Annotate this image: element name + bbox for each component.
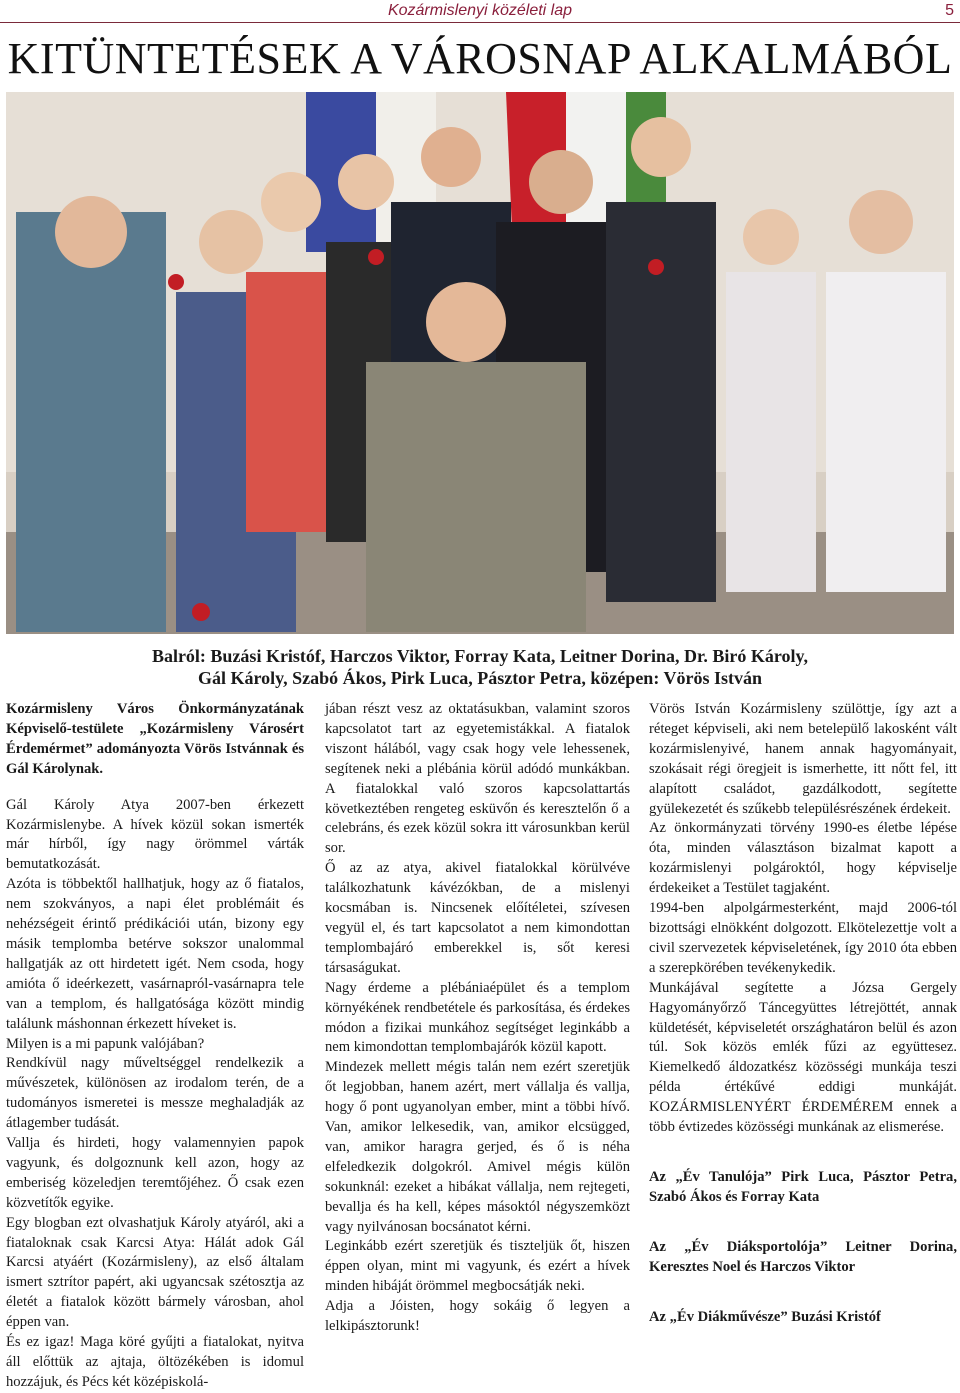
paragraph: Rendkívül nagy műveltséggel rendelkezik a művészetek, különösen az irodalom terén, de a tudományos ismeretei is messze meghaladják az átlagember tudását.: [6, 1055, 304, 1132]
paragraph: jában részt vesz az oktatásukban, valamint szoros kapcsolatot tart az egyetemistákkal. A fiatalok viszont hálából, vagy csak hogy vele lehessenek, segítenek neki a plébánia körül adódó munkákban. A fiatalokkal való szoros kapcsolattartás következtében rengeteg esküvőn és keresztelőn ő a celebráns, és ezek közül sokra itt városunkban kerül sor.: [325, 701, 630, 857]
page-number: 5: [945, 2, 954, 19]
article-column-3: [649, 700, 957, 1327]
paragraph: Milyen is a mi papunk valójában?: [6, 1035, 205, 1052]
paragraph: Egy blogban ezt olvashatjuk Károly atyáról, aki a fiataloknak csak Karcsi Atya: Hálát adok Gál Karcsi atyáért (Kozármisleny), az első általam ismert sztrítor papért, aki ugyancsak szétosztja az életét a fiatalok között bármely városban, ahol éppen van.: [6, 1214, 304, 1331]
page-title: KITÜNTETÉSEK A VÁROSNAP ALKALMÁBÓL: [7, 34, 953, 83]
paragraph: Mindezek mellett mégis talán nem ezért szeretjük őt legjobban, hanem azért, mert vállalja és vallja, hogy ő pont ugyanolyan ember, mint a többi hívő. Van, amikor lelkesedik, van, amikor elcsügged, van, amikor haragra gerjed, és ő is néha elfeledkezik dolgokról. Amivel mégis külön sokunknál: ezeket a hibákat vállalja, nem rejtegeti, bevallja és ha kell, képes másoktól négyszemközt vagy nyilvánosan bocsánatot kérni.: [325, 1059, 630, 1235]
award-announcement: Kozármisleny Város Önkormányzatának Képviselő-testülete „Kozármisleny Városért Érdemérmet” adományozta Vörös Istvánnak és Gál Károlynak.: [6, 701, 304, 777]
paragraph: Vörös István Kozármisleny szülöttje, így azt a réteget képviseli, aki nem betelepülő lakosként vált kozármislenyivé, hanem annak hagyományait, szokásait régi öregjeit is ismerhette, itt nőtt fel, itt alapított családot, gazdálkodott, segítette gyülekezetét és szűkebb településrészének érdekeit.: [649, 701, 957, 817]
paragraph: Az önkormányzati törvény 1990-es életbe lépése óta, minden választáson bizalmat kapott a kozármislenyi polgároktól, hogy képviselje érdekeiket a Testület tagjaként.: [649, 820, 957, 897]
running-header: [0, 0, 960, 23]
paragraph: És ez igaz! Maga köré gyűjti a fiatalokat, nyitva áll előttük az ajtaja, öltözékében is idomul hozzájuk, és Pécs két középiskolá-: [6, 1334, 304, 1390]
paragraph: Ő az az atya, akivel fiatalokkal körülvéve találkozhatunk kávézókban, de a mislenyi kocsmában is. Nincsenek előítéletei, szívesen vegyül el, és tart kapcsolatot a nem kimondottan templombajáró emberekkel is, sőt keresi társaságukat.: [325, 860, 630, 976]
paragraph: Gál Károly Atya 2007-ben érkezett Kozármislenybe. A hívek közül sokan ismerték már hírből, így nagy örömmel várták bemutatkozását.: [6, 796, 304, 873]
paragraph: 1994-ben alpolgármesterként, majd 2006-tól bizottsági elnökként dolgozott. Elkötelezettje volt a civil szervezetek képviseletének, így 2010 óta ebben a szerepkörében tevékenykedik.: [649, 900, 957, 976]
article-column-2: [325, 700, 630, 1337]
award-student-athlete-of-year: Az „Év Diáksportolója” Leitner Dorina, Keresztes Noel és Harczos Viktor: [649, 1238, 957, 1275]
article-column-1: [6, 700, 304, 1393]
paragraph: Vallja és hirdeti, hogy valamennyien papok vagyunk, és dolgoznunk kell azon, hogy az emberiség közeledjen teremtőjéhez. Ő csak ezen közvetítők egyike.: [6, 1135, 304, 1211]
paragraph: Azóta is többektől hallhatjuk, hogy az ő fiatalos, nem szokványos, a napi élet problémáit és nehézségeit érintő prédikációi után, bizony egy másik templomba betérve sokszor unalommal hallgatják az ott hirdetett igét. Nem csoda, hogy amióta ő ideérkezett, vasárnapról-vasárnapra tele van a templom, és hallgatósága között mindig találunk máshonnan érkezett híveket is.: [6, 876, 304, 1032]
photo-caption: [0, 645, 960, 689]
award-student-of-year: Az „Év Tanulója” Pirk Luca, Pásztor Petra, Szabó Ákos és Forray Kata: [649, 1168, 957, 1205]
paragraph: Adja a Jóisten, hogy sokáig ő legyen a lelkipásztorunk!: [325, 1298, 630, 1335]
caption-line-2: Gál Károly, Szabó Ákos, Pirk Luca, Pásztor Petra, középen: Vörös István: [198, 668, 762, 688]
paragraph: Leginkább ezért szeretjük és tiszteljük őt, hiszen éppen olyan, mint mi vagyunk, és ezért a hívek minden hibáját örömmel megbocsátják neki.: [325, 1238, 630, 1295]
award-student-artist-of-year: Az „Év Diákművésze” Buzási Kristóf: [649, 1308, 881, 1325]
publication-name: Kozármislenyi közéleti lap: [387, 2, 573, 19]
paragraph: Nagy érdeme a plébániaépület és a templom környékének rendbetétele és parkosítása, és érdekes módon a fizikai munkához segítséget leginkább a nem kimondottan templombajárók közül kapott.: [325, 979, 630, 1056]
group-photo: [6, 92, 954, 634]
caption-line-1: Balról: Buzási Kristóf, Harczos Viktor, Forray Kata, Leitner Dorina, Dr. Biró Károly,: [151, 646, 809, 666]
paragraph: Munkájával segítette a Józsa Gergely Hagyományőrző Táncegyüttes létrejöttét, annak küldetését, képviseletét országhatáron belül és azon túl. Sok közös emlék fűzi az együttesez. Kiemelkedő áldozatkész közösségi munkája teszi példa értékűvé eddigi munkáját. KOZÁRMISLENYÉRT ÉRDEMÉREM ennek a több évtizedes közösségi munkának az elismerése.: [649, 979, 957, 1136]
